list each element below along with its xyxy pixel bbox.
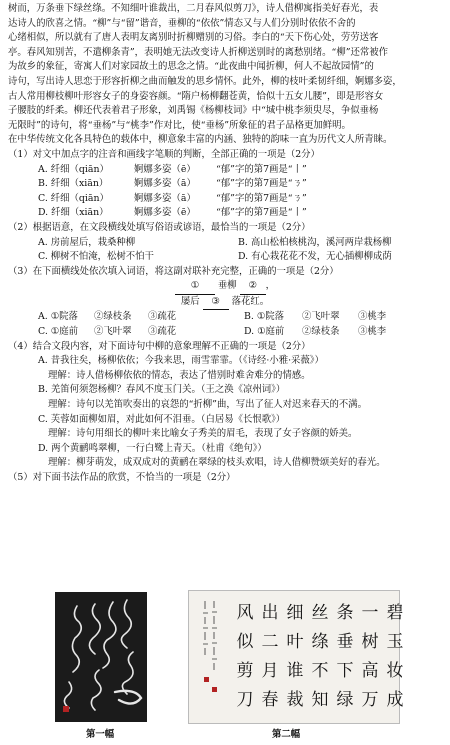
blank-1: ①	[175, 279, 215, 295]
poem-column	[310, 599, 330, 715]
poem-character: 条	[336, 603, 354, 623]
option-b[interactable]: B. ①院落	[244, 311, 285, 323]
poem-character: 春	[261, 690, 279, 710]
passage-line: 在中华传统文化各具特色的载体中，柳意象丰富的内涵、独特的韵味一直为历代文人所青睐。	[8, 134, 393, 146]
option-b-explanation: 理解：诗句以羌笛吹奏出的哀怨的“折柳”曲，写出了征人对迟来春天的不满。	[48, 399, 367, 411]
poem-character: 似	[236, 632, 254, 652]
figure-2-caption: 第二幅	[272, 729, 301, 740]
option-c-explanation: 理解：诗句用细长的柳叶来比喻女子秀美的眉毛，表现了女子容颜的娇美。	[48, 428, 358, 440]
poem-character: 剪	[236, 661, 254, 681]
poem-character: 一	[361, 603, 379, 623]
poem-character: 成	[386, 690, 404, 710]
couplet-line-2: 屡后 ③ 落花红。	[8, 295, 442, 311]
poem-character: 谁	[286, 661, 304, 681]
poem-character: 叶	[286, 632, 304, 652]
poem-character: 不	[311, 661, 329, 681]
option-a[interactable]: A. ①院落	[38, 311, 78, 323]
question-3-options-row-1: A. ①院落 ②绿枝条 ③疏花 B. ①院落 ②飞叶翠 ③桃李	[8, 310, 442, 325]
poem-character: 碧	[386, 603, 404, 623]
poem-column	[285, 599, 305, 715]
poem-character: 绿	[336, 690, 354, 710]
poem-character: 风	[236, 603, 254, 623]
poem-character: 裁	[286, 690, 304, 710]
option-b[interactable]: B. 纤细（xiān） 婀娜多姿（ā） “郁”字的第7画是“ㄋ”	[38, 178, 307, 190]
poem-character: 细	[286, 603, 304, 623]
option-d[interactable]: D. 有心栽花花不发，无心插柳柳成荫	[238, 251, 392, 263]
poem-character: 高	[361, 661, 379, 681]
passage-line: 达诗人的欣喜之情。“柳”与“留”谐音，垂柳的“依依”情态又与人们分别时依依不舍的	[8, 17, 356, 29]
poem-character: 树	[361, 632, 379, 652]
option-c[interactable]: C. 纤细（qiān） 婀娜多姿（ā） “郁”字的第7画是“ㄋ”	[38, 192, 307, 204]
couplet-line-1: ① 垂柳 ② ，	[8, 279, 442, 295]
passage-line: 树而，万条垂下绿丝绦。不知细叶谁裁出，二月春风似剪刀》，诗人借柳寓指美好春光，表	[8, 3, 379, 14]
poem-character: 刀	[236, 690, 254, 710]
option-d[interactable]: D. 两个黄鹂鸣翠柳，一行白鹭上青天。（杜甫《绝句》）	[38, 442, 267, 454]
poem-column	[385, 599, 405, 715]
passage-line: 诗句，写出诗人思恋于形容折柳之曲而触发的思乡情怀。此外，柳的枝叶柔韧纤细，婀娜多姿，	[8, 75, 402, 87]
poem-character: 绦	[311, 632, 329, 652]
poem-character: 万	[361, 690, 379, 710]
cursive-script-artwork	[55, 592, 147, 722]
blank-3: ③	[203, 295, 229, 311]
option-d[interactable]: D. 纤细（xiān） 婀娜多姿（ē） “郁”字的第7画是“丨”	[38, 207, 307, 219]
passage-line: 心绪相似，所以就有了唐人表明友离别时折柳赠别的习俗。李白的“天下伤心处，劳劳送客	[8, 32, 379, 44]
passage-line: 无限时”的诗句，将“垂杨”与“桃李”作对比，使“垂杨”所象征的君子品格更加鲜明。	[8, 119, 351, 131]
passage-line: 亭。春风知别苦，不遣柳条青”，表明她无法改变诗人折柳送别时的离愁别绪。“柳”还常被作	[8, 46, 389, 58]
question-1-options	[8, 163, 442, 221]
calligraphy-image-2	[188, 590, 404, 724]
option-a[interactable]: A. 昔我往矣，杨柳依依；今我来思，雨雪霏霏。（《诗经·小雅·采薇》）	[38, 355, 324, 367]
option-c[interactable]: C. 芙蓉如面柳如眉，对此如何不泪垂。（白居易《长恨歌》）	[38, 413, 286, 425]
poem-character: 玉	[386, 632, 404, 652]
poem-character: 出	[261, 603, 279, 623]
option-a-explanation: 理解：诗人借杨柳依依的情态，表达了惜别时难舍难分的情感。	[48, 369, 311, 381]
poem-character: 知	[311, 690, 329, 710]
question-3-options-row-2: C. ①庭前 ②飞叶翠 ③疏花 D. ①庭前 ②绿枝条 ③桃李	[8, 325, 442, 340]
passage	[8, 2, 442, 148]
poem-column	[360, 599, 380, 715]
option-c[interactable]: C. 柳树不怕淹，松树不怕干	[38, 251, 154, 263]
poem-character: 月	[261, 661, 279, 681]
option-a[interactable]: A. 房前屋后，栽桑种柳	[38, 236, 136, 248]
poem-column	[335, 599, 355, 715]
question-3-stem: （3）在下面横线处依次填入词语，将这副对联补充完整，正确的一项是（2分）	[8, 265, 339, 277]
passage-line: 子腰肢的纤柔。柳还代表着君子形象，刘禹锡《杨柳枝词》中“城中桃李须臾尽，争似垂杨	[8, 105, 379, 117]
passage-line: 为故乡的象征，寄寓人们对家园故土的思念之情。“此夜曲中闻折柳，何人不起故园情”的	[8, 61, 374, 73]
poem-character: 二	[261, 632, 279, 652]
blank-2: ②	[240, 279, 266, 295]
option-b[interactable]: B. 羌笛何须怨杨柳？春风不度玉门关。（王之涣《凉州词》）	[38, 384, 286, 396]
option-d-explanation: 理解：柳芽萌发，成双成对的黄鹂在翠绿的枝头欢唱，诗人借柳赞颂美好的春光。	[48, 457, 386, 469]
poem-character: 垂	[336, 632, 354, 652]
poem-column	[235, 599, 255, 715]
figure-1-caption: 第一幅	[86, 729, 115, 740]
calligraphy-image-1	[55, 592, 147, 722]
poem-character: 下	[336, 661, 354, 681]
poem-character: 丝	[311, 603, 329, 623]
option-c[interactable]: C. ①庭前	[38, 326, 78, 338]
poem-character: 妆	[386, 661, 404, 681]
calligraphy-figures	[0, 582, 450, 745]
question-4-options	[8, 354, 442, 471]
question-2-stem: （2）根据语意，在文段横线处填写俗语或谚语，最恰当的一项是（2分）	[8, 221, 311, 233]
passage-line: 古人常用柳枝柳叶形容女子的身姿容颜。“隋户杨柳翻苍黄，恰似十五女儿腰”，即是形容女	[8, 90, 384, 102]
poem-column	[260, 599, 280, 715]
question-4-stem: （4）结合文段内容，对下面诗句中柳的意象理解不正确的一项是（2分）	[8, 340, 311, 352]
inscription-column	[199, 597, 221, 707]
option-a[interactable]: A. 纤细（qiān） 婀娜多姿（ē） “郁”字的第7画是“丨”	[38, 163, 307, 175]
option-b[interactable]: B. 高山松柏核桃沟，溪河两岸栽杨柳	[238, 236, 392, 248]
option-d[interactable]: D. ①庭前	[244, 326, 285, 338]
question-5-stem: （5）对下面书法作品的欣赏，不恰当的一项是（2分）	[8, 472, 236, 483]
question-2-options	[8, 236, 442, 251]
question-1-stem: （1）对文中加点字的注音和画线字笔顺的判断，全部正确的一项是（2分）	[8, 148, 320, 160]
